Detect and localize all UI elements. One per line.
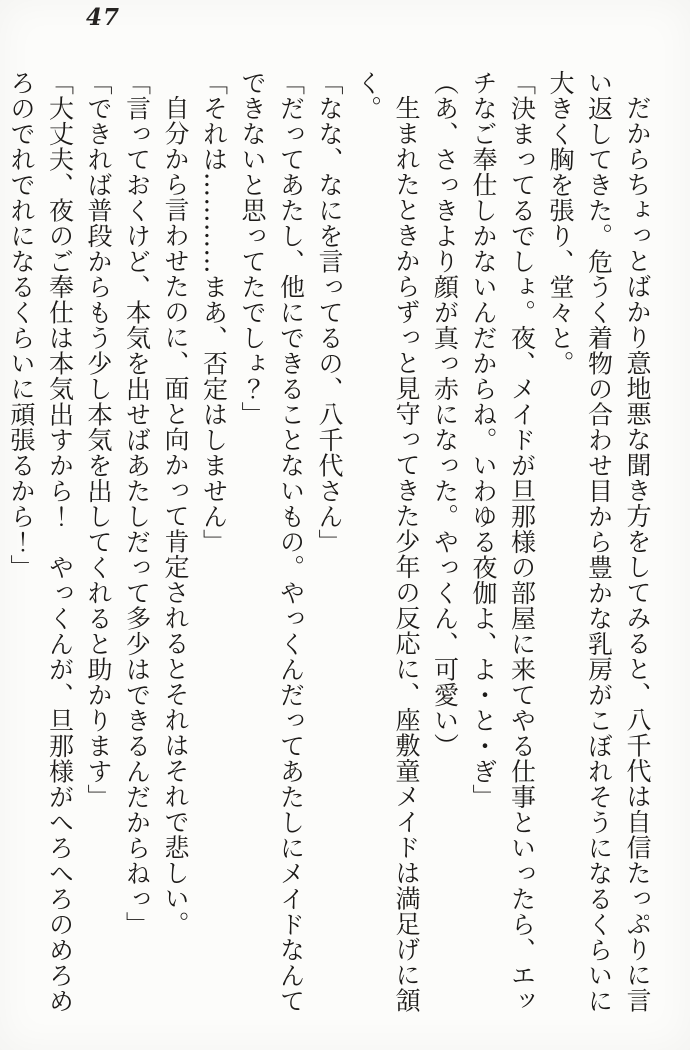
paragraph-narrative: 生まれたときからずっと見守ってきた少年の反応に、座敷童メイドは満足げに頷く。 xyxy=(353,70,421,1013)
paragraph-dialogue: 「できれば普段からもう少し本気を出してくれると助かります」 xyxy=(84,70,113,810)
paragraph-dialogue: 「大丈夫、夜のご奉仕は本気出すから！ やっくんが、旦那様がへろへろのめろめろのでれでれになるくらいに頑張るから！」 xyxy=(7,70,75,1014)
paragraph-narrative: だからちょっとばかり意地悪な聞き方をしてみると、八千代は自信たっぷりに言い返してきた。危うく着物の合わせ目から豊かな乳房がこぼれそうになるくらいに大きく胸を張り、堂々と。 xyxy=(546,70,652,1014)
vertical-text-block xyxy=(2,70,657,1022)
paragraph-dialogue: 「それは…………まあ、否定はしません」 xyxy=(199,70,229,555)
paragraph-dialogue: 「なな、なにを言ってるの、八千代さん」 xyxy=(315,70,344,555)
paragraph-dialogue: 「決まってるでしょ。夜、メイドが旦那様の部屋に来てやる仕事といったら、エッチなご奉仕しかないんだからね。いわゆる夜伽よ、よ・と・ぎ」 xyxy=(469,70,537,1014)
paragraph-dialogue: 「言っておくけど、本気を出せばあたしだって多少はできるんだからねっ」 xyxy=(122,70,152,937)
paragraph-dialogue: 「だってあたし、他にできることないもの。やっくんだってあたしにメイドなんてできないと思ってたでしょ？」 xyxy=(238,70,306,1014)
page-number: 47 xyxy=(86,4,121,31)
paragraph-narrative: 自分から言わせたのに、面と向かって肯定されるとそれはそれで悲しい。 xyxy=(161,95,190,937)
paragraph-thought: （あ、さっきより顔が真っ赤になった。やっくん、可愛い） xyxy=(430,70,460,759)
